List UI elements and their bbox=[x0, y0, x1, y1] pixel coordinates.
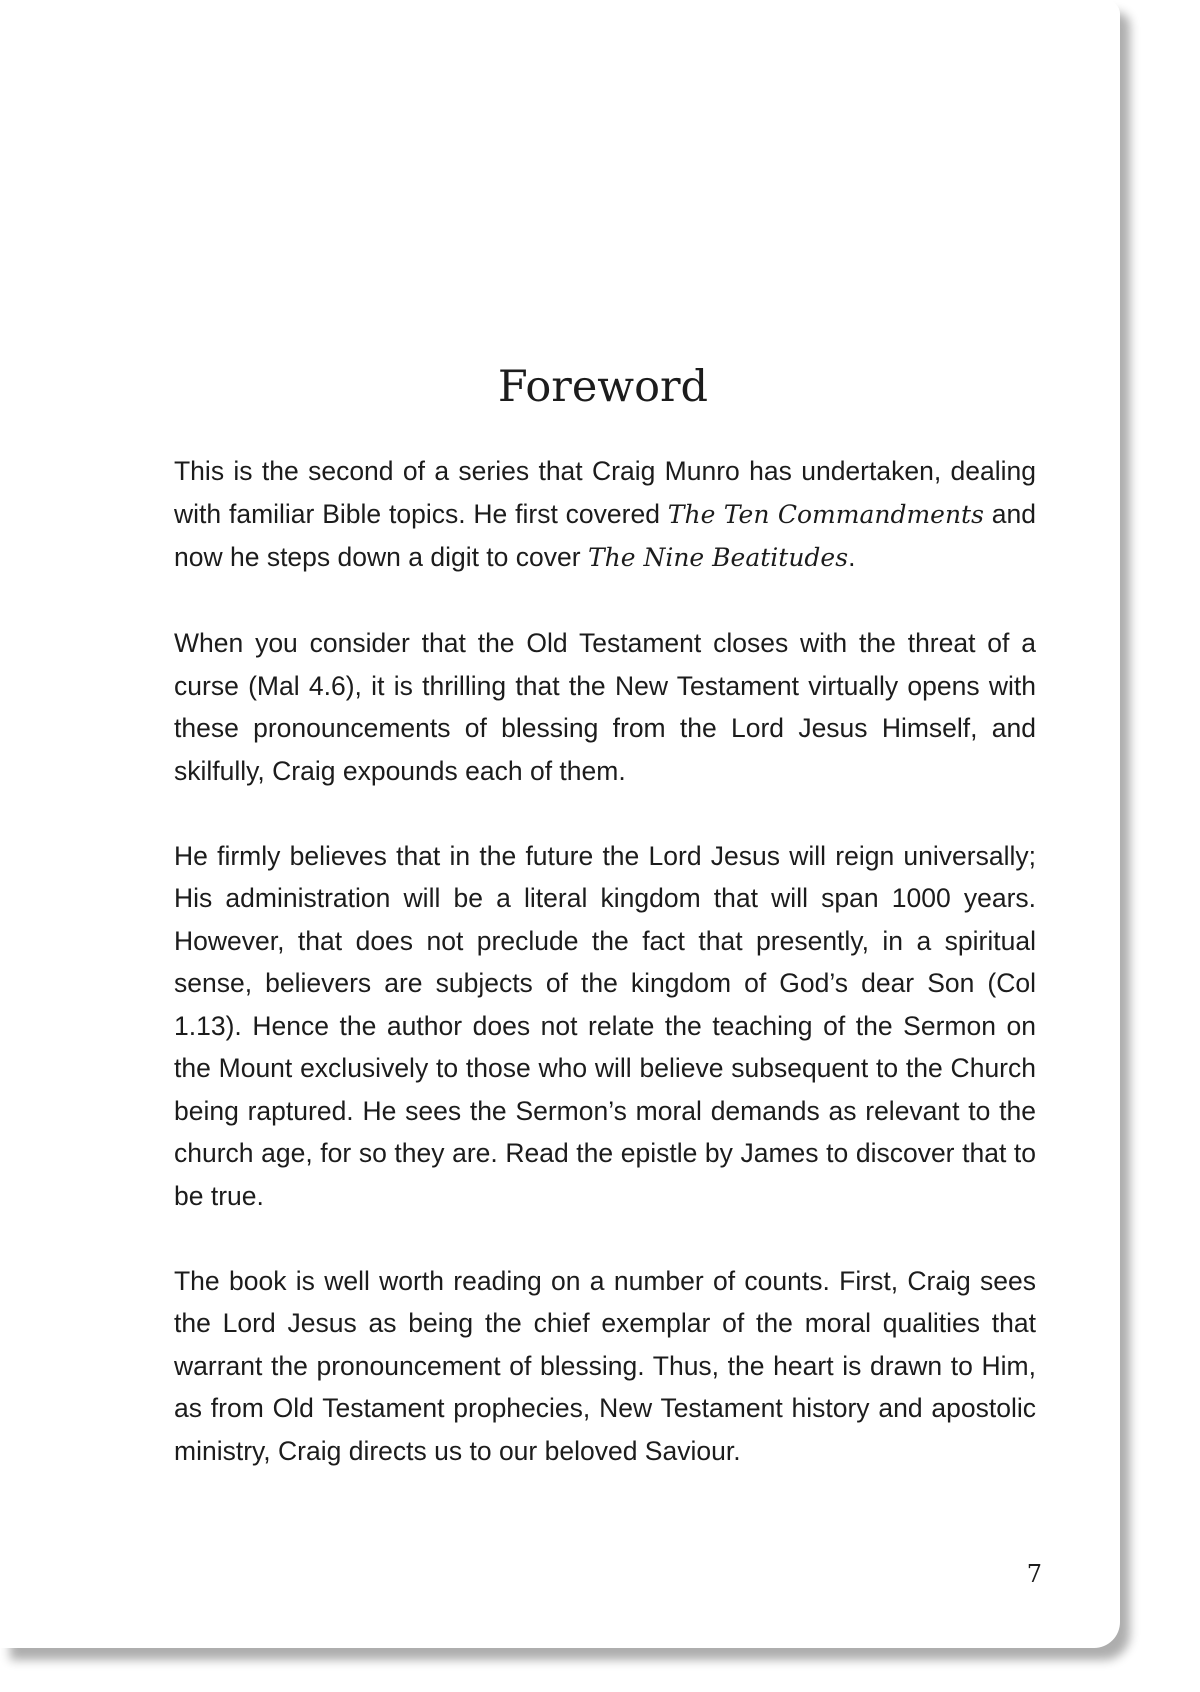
page-title: Foreword bbox=[497, 362, 709, 412]
foreword-body bbox=[174, 450, 1036, 1515]
paragraph-1 bbox=[174, 450, 1036, 580]
paragraph-4: The book is well worth reading on a number of counts. First, Craig sees the Lord Jesus as being the chief exemplar of the moral qualities that warrant the pronouncement of blessing. Thus, the heart is drawn to Him, as from Old Testament prophecies, New Testament history and apostolic ministry, Craig directs us to our beloved Saviour. bbox=[174, 1265, 1036, 1466]
paragraph-2: When you consider that the Old Testament closes with the threat of a curse (Mal 4.6), it is thrilling that the New Testament virtually opens with these pronouncements of blessing from the Lord Jesus Himself, and skilfully, Craig expounds each of them. bbox=[174, 628, 1036, 786]
paragraph-1-text-c: . bbox=[848, 542, 856, 572]
page-number: 7 bbox=[1026, 1560, 1042, 1588]
book-title-ten-commandments: The Ten Commandments bbox=[667, 499, 984, 529]
paragraph-1-text-a: This is the second of a series that Craig Munro has undertaken, dealing with familiar Bible topics. He first covered bbox=[174, 456, 1036, 529]
paragraph-1-text-b: and now he steps down a digit to cover bbox=[174, 498, 1036, 572]
book-title-nine-beatitudes: The Nine Beatitudes bbox=[587, 543, 849, 572]
paragraph-3: He firmly believes that in the future the Lord Jesus will reign universally; His administration will be a literal kingdom that will span 1000 years. However, that does not preclude the fact that presently, in a spiritual sense, believers are subjects of the kingdom of God’s dear Son (Col 1.13). Hence the author does not relate the teaching of the Sermon on the Mount exclusively to those who will believe subsequent to the Church being raptured. He sees the Sermon’s moral demands as relevant to the church age, for so they are. Read the epistle by James to discover that to be true. bbox=[174, 840, 1036, 1211]
